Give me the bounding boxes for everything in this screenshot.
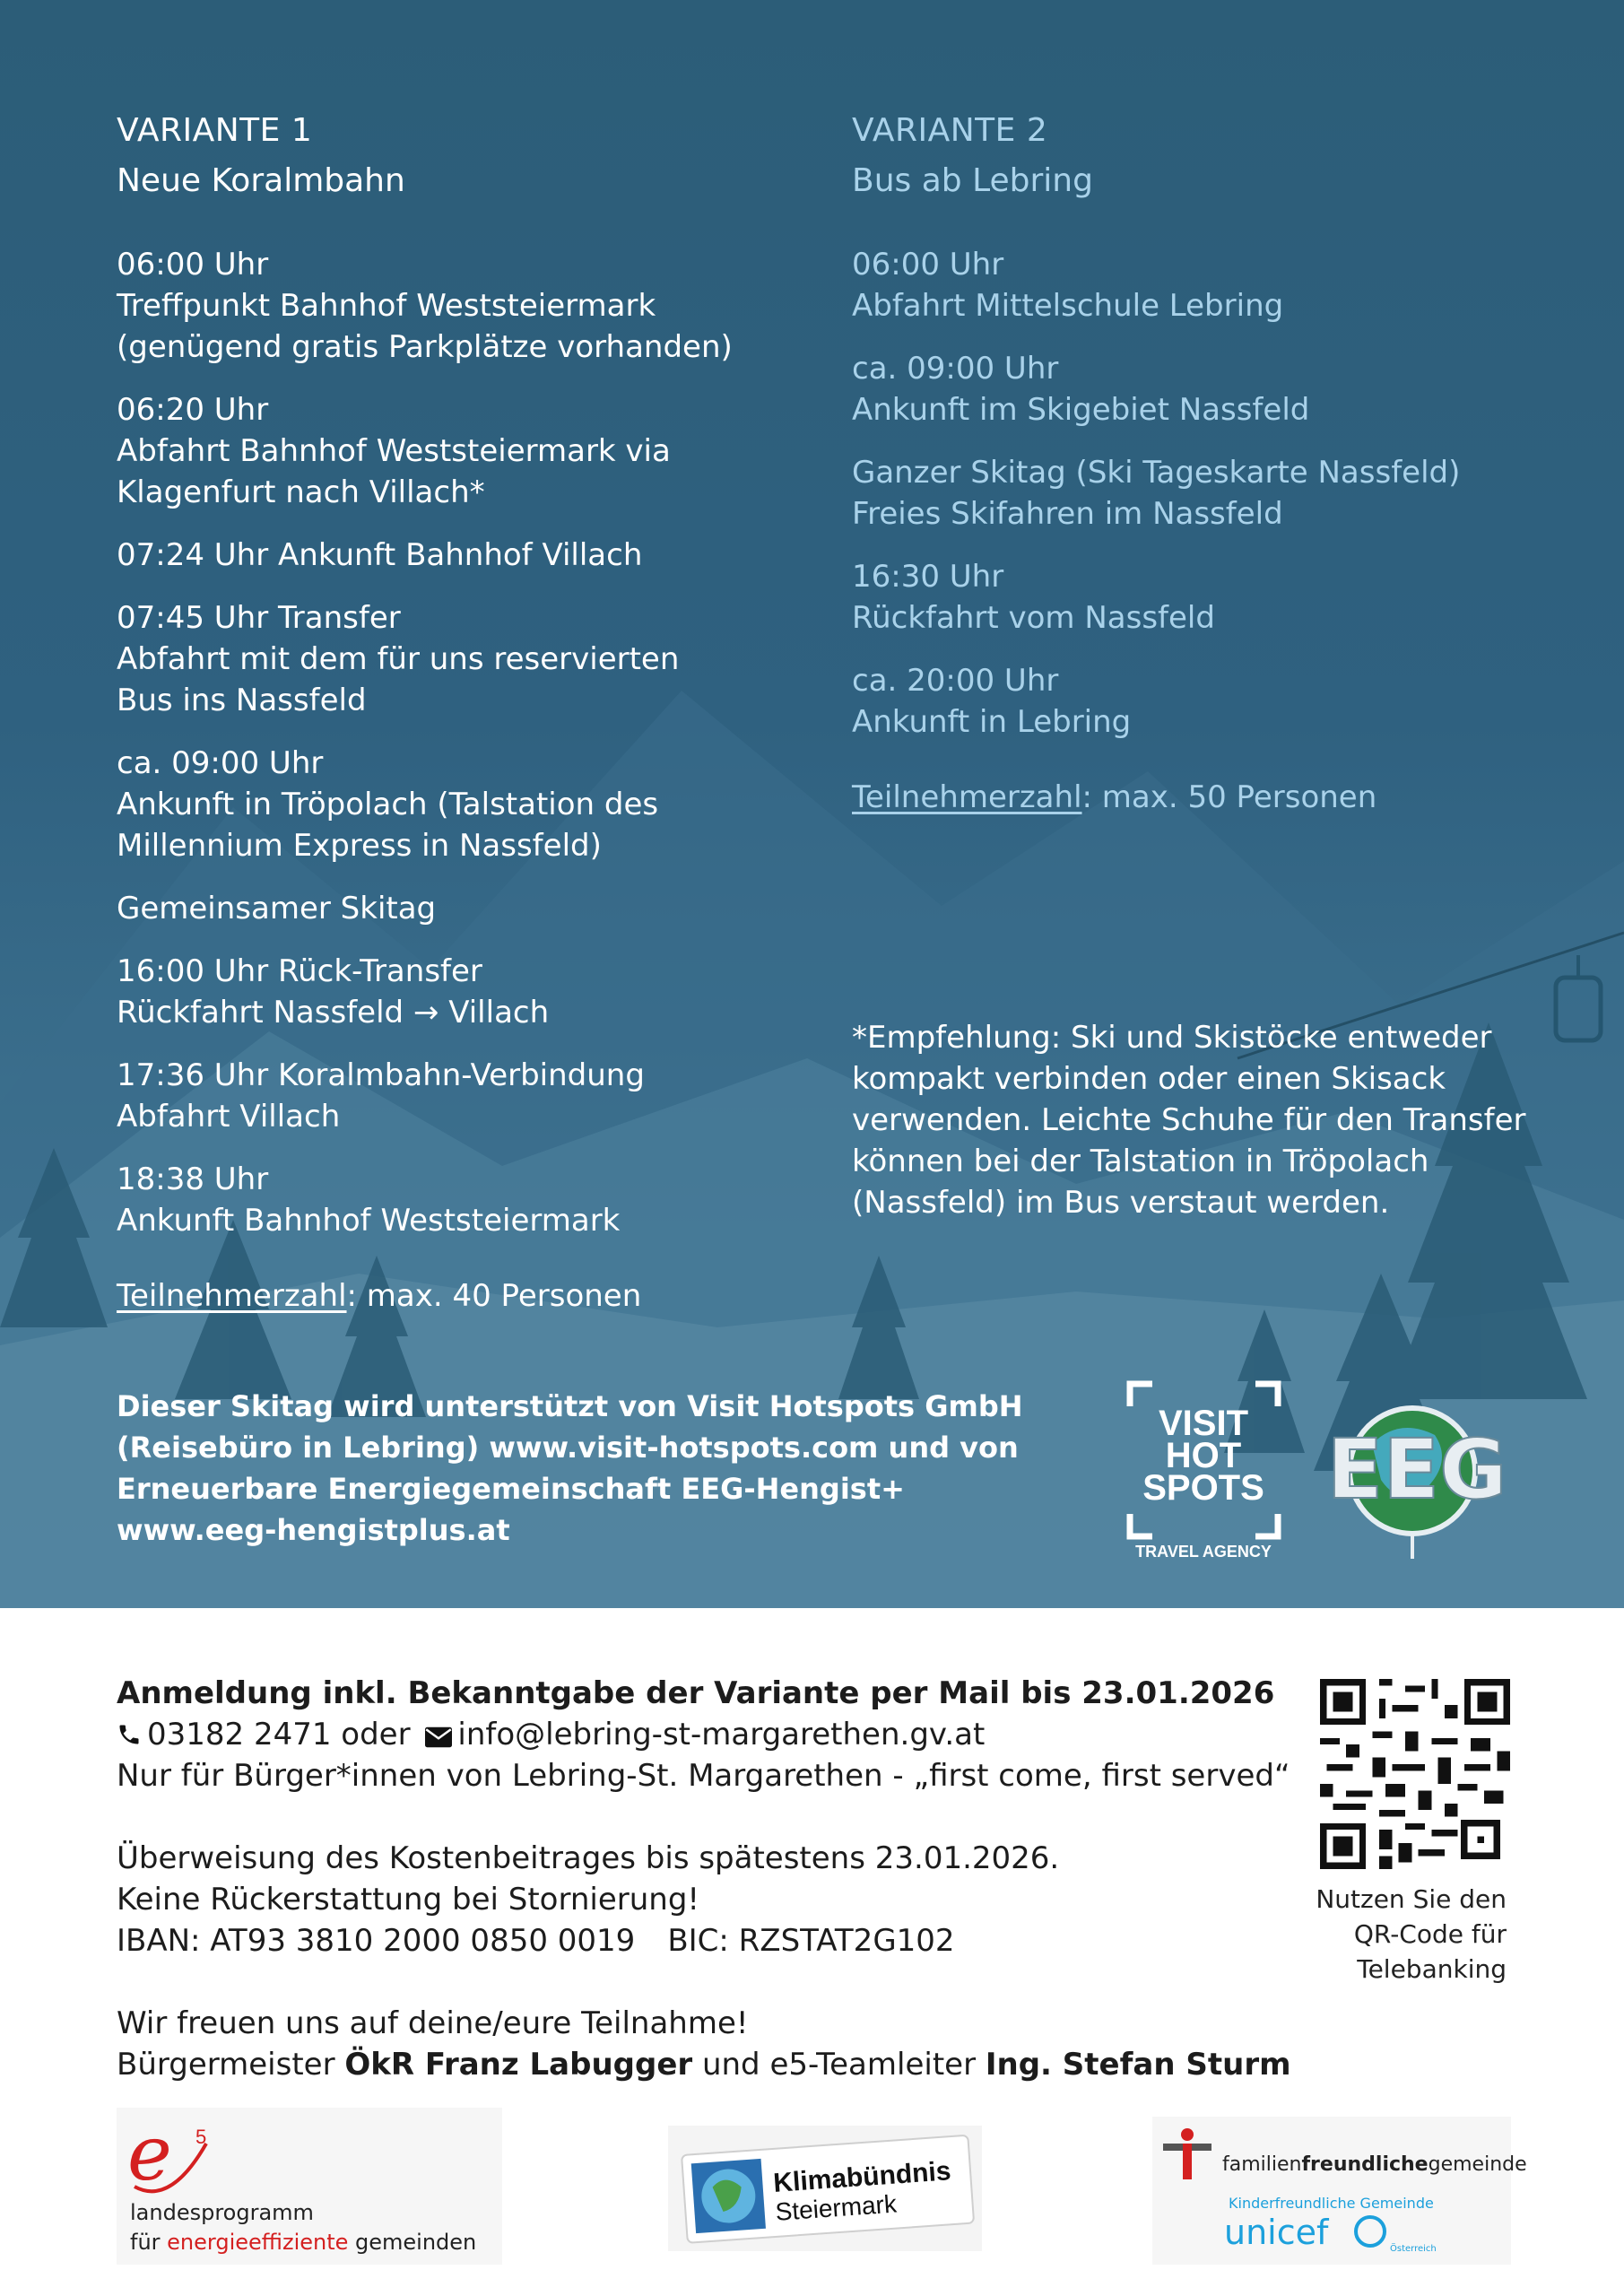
variant-2-subtitle: Bus ab Lebring <box>852 162 1093 199</box>
visit-hotspots-word: VISIT <box>1158 1404 1249 1443</box>
thanks-text: Wir freuen uns auf deine/eure Teilnahme! <box>117 2005 749 2041</box>
e5-line2-accent: energieeffiziente <box>167 2230 349 2255</box>
variant-2-participants <box>852 777 1533 818</box>
participants-label: Teilnehmerzahl <box>117 1278 347 1314</box>
restriction-text: Nur für Bürger*innen von Lebring-St. Margarethen - „first come, first served“ <box>117 1758 1290 1794</box>
klimabuendnis-title: Klimabündnis <box>772 2156 952 2198</box>
schedule-item <box>117 888 798 929</box>
qr-caption-line: Nutzen Sie den <box>1316 1884 1507 1914</box>
schedule-line: Ankunft im Skigebiet Nassfeld <box>852 392 1310 428</box>
schedule-line: Freies Skifahren im Nassfeld <box>852 496 1283 532</box>
note-line: verwenden. Leichte Schuhe für den Transfer <box>852 1102 1526 1138</box>
schedule-line: ca. 09:00 Uhr <box>117 745 324 781</box>
e5-line2-pre: für <box>130 2230 168 2255</box>
unicef-country: Österreich <box>1390 2244 1437 2254</box>
mail-icon <box>425 1726 452 1748</box>
schedule-item <box>117 389 798 513</box>
fam-post: gemeinde <box>1428 2153 1527 2176</box>
schedule-line: 17:36 Uhr Koralmbahn-Verbindung <box>117 1057 645 1093</box>
e5-line1: landesprogramm <box>130 2200 314 2225</box>
qr-code[interactable] <box>1320 1679 1510 1869</box>
schedule-item <box>117 244 798 368</box>
schedule-item <box>117 1055 798 1137</box>
phone-number: 03182 2471 oder <box>147 1717 411 1752</box>
fam-title <box>1222 2153 1527 2176</box>
registration-section <box>117 1673 1291 2085</box>
note-line: *Empfehlung: Ski und Skistöcke entweder <box>852 1020 1492 1056</box>
qr-caption <box>1291 1882 1507 1987</box>
qr-caption-line: Telebanking <box>1357 1954 1507 1984</box>
variant-2-title: VARIANTE 2 <box>852 112 1048 149</box>
schedule-line: Bus ins Nassfeld <box>117 683 367 718</box>
teamleader-name: Ing. Stefan Sturm <box>985 2047 1291 2083</box>
schedule-line: (genügend gratis Parkplätze vorhanden) <box>117 329 733 365</box>
schedule-item <box>852 452 1533 535</box>
visit-hotspots-logo <box>1125 1379 1282 1559</box>
participants-value: : max. 40 Personen <box>346 1278 642 1314</box>
schedule-item <box>117 535 798 576</box>
recommendation-note <box>852 1017 1533 1223</box>
schedule-line: Abfahrt mit dem für uns reservierten <box>117 641 680 677</box>
sponsor-text <box>117 1386 1023 1551</box>
e5-superscript: 5 <box>195 2126 207 2148</box>
schedule-line: Ankunft in Lebring <box>852 704 1132 740</box>
variant-1-participants <box>117 1275 798 1317</box>
mayor-name: ÖkR Franz Labugger <box>344 2047 693 2083</box>
signature-line <box>117 2044 1291 2085</box>
schedule-line: 06:00 Uhr <box>117 247 269 283</box>
e5-logo <box>117 2108 502 2265</box>
e5-line2-post: gemeinden <box>348 2230 477 2255</box>
schedule-line: 06:20 Uhr <box>117 392 269 428</box>
schedule-line: Abfahrt Bahnhof Weststeiermark via <box>117 433 671 469</box>
unicef-wordmark: unicef <box>1224 2213 1329 2252</box>
bic: BIC: RZSTAT2G102 <box>667 1923 955 1959</box>
schedule-line: Abfahrt Villach <box>117 1099 341 1135</box>
sponsor-line: Erneuerbare Energiegemeinschaft EEG-Hengist+ <box>117 1472 905 1506</box>
phone-icon <box>117 1721 142 1748</box>
variant-2-column <box>852 106 1533 1223</box>
sponsor-line: (Reisebüro in Lebring) www.visit-hotspots.com und von <box>117 1431 1019 1465</box>
schedule-line: 18:38 Uhr <box>117 1161 269 1197</box>
variant-1-subtitle: Neue Koralmbahn <box>117 162 405 199</box>
schedule-line: ca. 20:00 Uhr <box>852 663 1059 699</box>
schedule-line: Rückfahrt vom Nassfeld <box>852 600 1215 636</box>
fam-pre: familien <box>1222 2153 1302 2176</box>
registration-heading: Anmeldung inkl. Bekanntgabe der Variante per Mail bis 23.01.2026 <box>117 1675 1275 1711</box>
schedule-line: Treffpunkt Bahnhof Weststeiermark <box>117 288 656 324</box>
schedule-line: 07:24 Uhr Ankunft Bahnhof Villach <box>117 537 643 573</box>
variant-1-title: VARIANTE 1 <box>117 112 313 149</box>
schedule-item <box>117 597 798 721</box>
fam-subtitle: Kinderfreundliche Gemeinde <box>1229 2195 1434 2212</box>
eeg-logo <box>1318 1381 1515 1561</box>
bank-details <box>117 1920 1238 1961</box>
visit-hotspots-word: HOT <box>1165 1436 1242 1475</box>
sponsor-line: www.eeg-hengistplus.at <box>117 1513 510 1547</box>
schedule-item <box>852 660 1533 743</box>
schedule-line: 16:00 Uhr Rück-Transfer <box>117 953 482 989</box>
note-line: können bei der Talstation in Tröpolach <box>852 1144 1429 1179</box>
participants-value: : max. 50 Personen <box>1081 779 1377 815</box>
schedule-line: Gemeinsamer Skitag <box>117 891 437 926</box>
iban: IBAN: AT93 3810 2000 0850 0019 <box>117 1923 636 1959</box>
schedule-item <box>117 743 798 866</box>
variant-1-column <box>117 106 798 1317</box>
signature-text: Bürgermeister <box>117 2047 345 2083</box>
note-line: kompakt verbinden oder einen Skisack <box>852 1061 1446 1097</box>
signature-text: und e5-Teamleiter <box>692 2047 986 2083</box>
visit-hotspots-word: SPOTS <box>1142 1468 1264 1508</box>
schedule-item <box>117 951 798 1033</box>
fam-bold: freundliche <box>1301 2153 1429 2176</box>
schedule-line: 06:00 Uhr <box>852 247 1004 283</box>
schedule-line: Millennium Express in Nassfeld) <box>117 828 602 864</box>
contact-line <box>117 1714 1238 1755</box>
familienfreundliche-gemeinde-logo <box>1152 2117 1527 2265</box>
schedule-line: 07:45 Uhr Transfer <box>117 600 401 636</box>
schedule-line: ca. 09:00 Uhr <box>852 351 1059 387</box>
transfer-text: Überweisung des Kostenbeitrages bis spätestens 23.01.2026. <box>117 1840 1060 1876</box>
klimabuendnis-logo <box>668 2126 982 2251</box>
qr-caption-line: QR-Code für <box>1353 1919 1507 1949</box>
schedule-item <box>852 244 1533 326</box>
klimabuendnis-subtitle: Steiermark <box>774 2189 898 2226</box>
schedule-item <box>852 556 1533 639</box>
schedule-line: Klagenfurt nach Villach* <box>117 474 485 510</box>
email-link[interactable]: info@lebring-st-margarethen.gv.at <box>457 1717 986 1752</box>
schedule-line: Abfahrt Mittelschule Lebring <box>852 288 1284 324</box>
schedule-item <box>117 1159 798 1241</box>
schedule-line: Ganzer Skitag (Ski Tageskarte Nassfeld) <box>852 455 1461 491</box>
visit-hotspots-tagline: TRAVEL AGENCY <box>1135 1543 1272 1561</box>
eeg-text: EEG <box>1326 1422 1507 1518</box>
note-line: (Nassfeld) im Bus verstaut werden. <box>852 1185 1390 1221</box>
participants-label: Teilnehmerzahl <box>852 779 1082 815</box>
schedule-line: 16:30 Uhr <box>852 559 1004 595</box>
sponsor-line: Dieser Skitag wird unterstützt von Visit Hotspots GmbH <box>117 1389 1023 1423</box>
refund-text: Keine Rückerstattung bei Stornierung! <box>117 1882 700 1918</box>
schedule-item <box>852 348 1533 430</box>
e5-line2 <box>130 2230 476 2255</box>
schedule-line: Rückfahrt Nassfeld → Villach <box>117 995 550 1031</box>
schedule-line: Ankunft Bahnhof Weststeiermark <box>117 1203 621 1239</box>
e5-mark: e <box>127 2109 172 2197</box>
schedule-line: Ankunft in Tröpolach (Talstation des <box>117 787 659 822</box>
